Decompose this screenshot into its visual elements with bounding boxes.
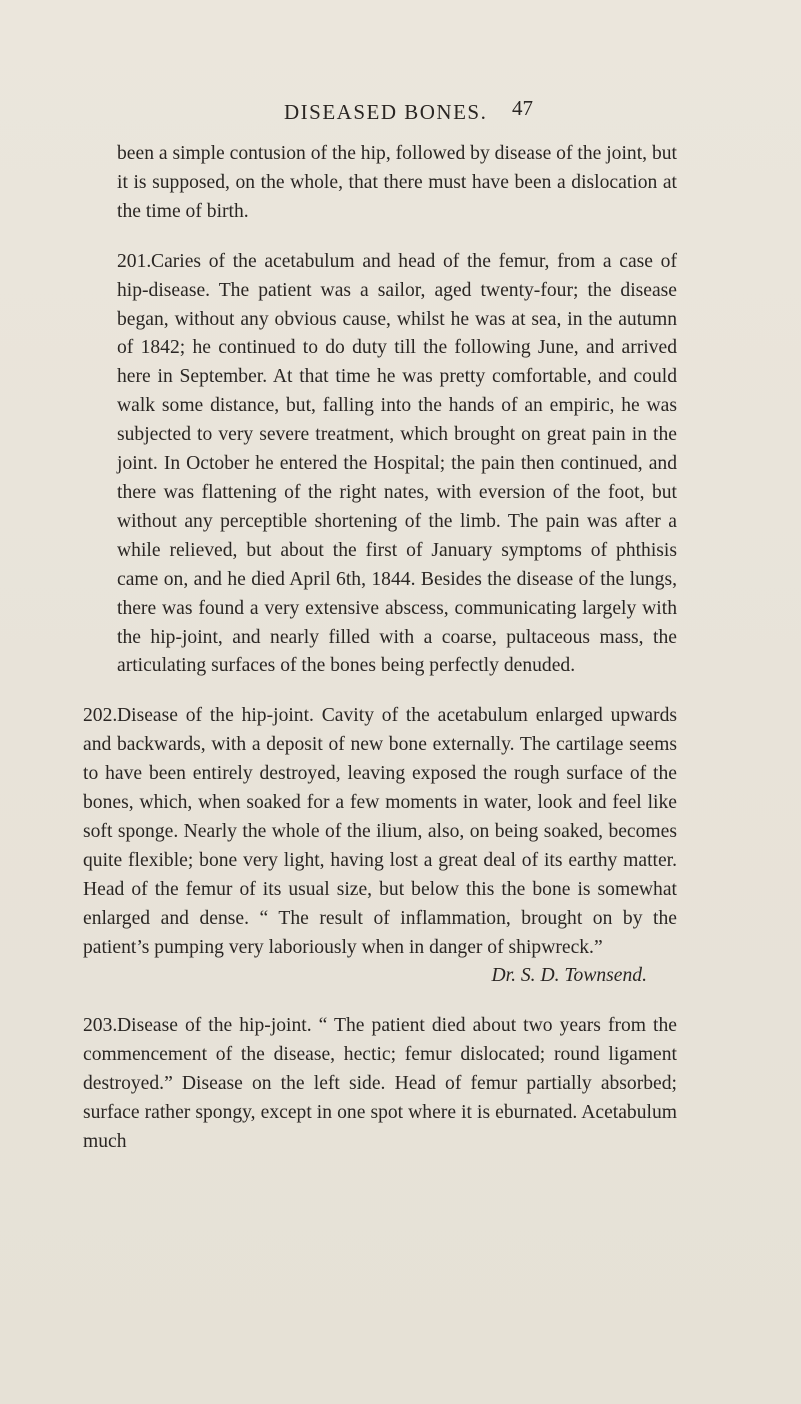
entry-text: Disease of the hip-joint. “ The patient died about two years from the commencement of the disease, hectic; femur dislocated; round ligament destroyed.” Disease on the left side. Head of femur partially absorbed; surface rather spongy, except in one spot where it is eburnated. Acetabulum much <box>83 1015 677 1152</box>
entry-202 <box>83 702 677 962</box>
entry-203 <box>83 1012 677 1157</box>
entry-text: Caries of the acetabulum and head of the femur, from a case of hip-disease. The patient was a sailor, aged twenty-four; the disease began, without any obvious cause, whilst he was at sea, in the autumn of 1842; he continued to do duty till the following June, and arrived here in September. At that time he was pretty comfortable, and could walk some distance, but, falling into the hands of an empiric, he was subjected to very severe treatment, which brought on great pain in the joint. In October he entered the Hospital; the pain then continued, and there was flattening of the right nates, with eversion of the foot, but without any perceptible shortening of the limb. The pain was after a while relieved, but about the first of January symptoms of phthisis came on, and he died April 6th, 1844. Besides the disease of the lungs, there was found a very extensive abscess, communicating largely with the hip-joint, and nearly filled with a coarse, pultaceous mass, the articulating surfaces of the bones being perfectly denuded. <box>117 250 677 677</box>
entry-text: Disease of the hip-joint. Cavity of the acetabulum enlarged upwards and backwards, with a deposit of new bone externally. The cartilage seems to have been entirely destroyed, leaving exposed the rough surface of the bones, which, when soaked for a few moments in water, look and feel like soft sponge. Nearly the whole of the ilium, also, on being soaked, becomes quite flexible; bone very light, having lost a great deal of its earthy matter. Head of the femur of its usual size, but below this the bone is somewhat enlarged and dense. “ The result of inflammation, brought on by the patient’s pumping very laboriously when in danger of shipwreck.” <box>83 705 677 958</box>
page-number: 47 <box>512 96 533 120</box>
entry-number: 203. <box>83 1015 118 1037</box>
running-head: DISEASED BONES. <box>284 100 488 124</box>
entry-number: 202. <box>83 705 118 727</box>
continuation-paragraph: been a simple contusion of the hip, followed by disease of the joint, but it is supposed, on the whole, that there must have been a dislocation at the time of birth. <box>117 143 677 222</box>
entry-signature: Dr. S. D. Townsend. <box>491 965 647 987</box>
body-text <box>83 140 677 1157</box>
entry-number: 201. <box>117 250 152 272</box>
entry-201 <box>117 248 677 682</box>
